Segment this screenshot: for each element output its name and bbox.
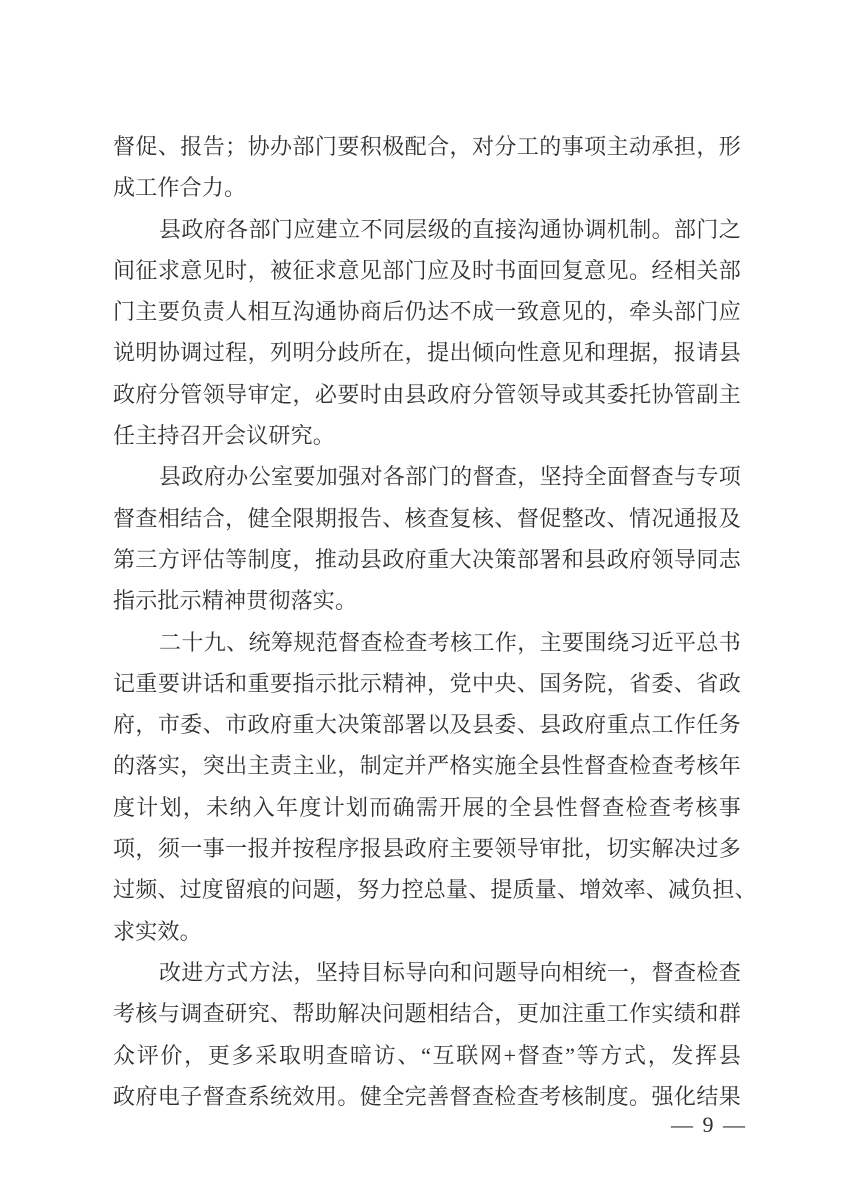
text-line: 说明协调过程，列明分歧所在，提出倾向性意见和理据，报请县 [113, 340, 741, 366]
text-line: 督查相结合，健全限期报告、核查复核、督促整改、情况通报及 [113, 505, 741, 531]
text-line: 的落实，突出主责主业，制定并严格实施全县性督查检查考核年 [113, 753, 741, 779]
text-line: 门主要负责人相互沟通协商后仍达不成一致意见的，牵头部门应 [113, 299, 741, 325]
text-line: 项，须一事一报并按程序报县政府主要领导审批，切实解决过多 [113, 836, 741, 862]
text-line: 督促、报告；协办部门要积极配合，对分工的事项主动承担，形 [113, 134, 741, 159]
text-line: 二十九、统筹规范督查检查考核工作，主要围绕习近平总书 [159, 629, 741, 655]
text-line: 间征求意见时，被征求意见部门应及时书面回复意见。经相关部 [113, 257, 741, 283]
text-line: 政府电子督查系统效用。健全完善督查检查考核制度。强化结果 [113, 1083, 741, 1109]
text-line: 任主持召开会议研究。 [113, 423, 336, 449]
text-line: 第三方评估等制度，推动县政府重大决策部署和县政府领导同志 [113, 546, 741, 572]
document-text-block [113, 126, 757, 1117]
text-line: 改进方式方法，坚持目标导向和问题导向相统一，督查检查 [159, 959, 741, 985]
page-number: — 9 — [671, 1112, 747, 1137]
text-line: 成工作合力。 [113, 175, 247, 201]
text-line: 政府分管领导审定，必要时由县政府分管领导或其委托协管副主 [113, 381, 741, 407]
text-line: 县政府各部门应建立不同层级的直接沟通协调机制。部门之 [159, 216, 741, 242]
text-line: 度计划，未纳入年度计划而确需开展的全县性督查检查考核事 [113, 794, 741, 820]
text-line: 记重要讲话和重要指示批示精神，党中央、国务院，省委、省政 [113, 670, 741, 696]
text-line: 府，市委、市政府重大决策部署以及县委、县政府重点工作任务 [113, 712, 741, 738]
text-line: 指示批示精神贯彻落实。 [113, 588, 358, 614]
text-line: 众评价，更多采取明查暗访、“互联网+督查”等方式，发挥县 [113, 1042, 741, 1068]
text-line: 求实效。 [113, 918, 202, 944]
text-line: 考核与调查研究、帮助解决问题相结合，更加注重工作实绩和群 [113, 1001, 741, 1027]
text-line: 过频、过度留痕的问题，努力控总量、提质量、增效率、减负担、 [113, 877, 757, 903]
text-line: 县政府办公室要加强对各部门的督查，坚持全面督查与专项 [159, 464, 741, 490]
